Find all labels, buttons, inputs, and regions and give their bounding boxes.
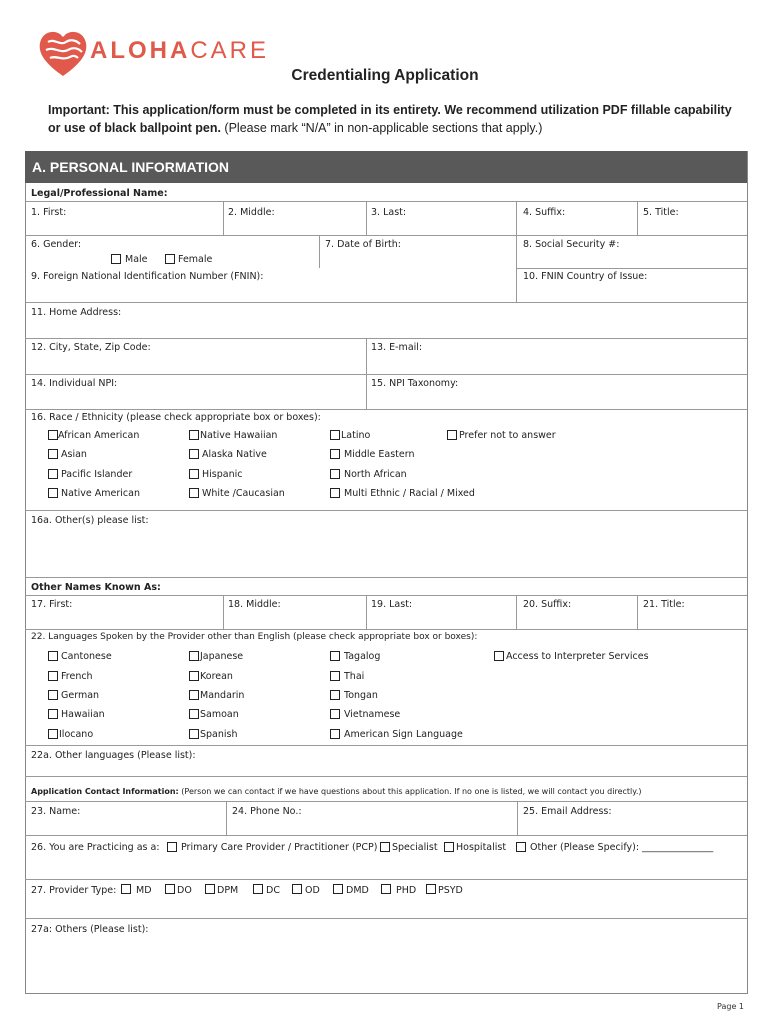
- practicing-option: Primary Care Provider / Practitioner (PCP): [181, 842, 378, 853]
- divider: [25, 338, 747, 339]
- divider: [516, 595, 517, 629]
- contact-phone-field[interactable]: 24. Phone No.:: [232, 806, 302, 817]
- divider: [637, 201, 638, 235]
- race-checkbox[interactable]: [48, 488, 58, 498]
- brand-name-part1: ALOHA: [90, 37, 191, 64]
- divider: [25, 201, 747, 202]
- contact-name-field[interactable]: 23. Name:: [31, 806, 81, 817]
- divider: [223, 201, 224, 235]
- race-option: Native American: [61, 488, 140, 499]
- divider: [226, 801, 227, 835]
- language-option: Cantonese: [61, 651, 112, 662]
- provider-type-checkbox[interactable]: [165, 884, 175, 894]
- language-checkbox[interactable]: [494, 651, 504, 661]
- provider-type-checkbox[interactable]: [121, 884, 131, 894]
- provider-type-option: DC: [266, 885, 280, 896]
- language-option: Spanish: [200, 729, 238, 740]
- race-option: Prefer not to answer: [459, 430, 556, 441]
- language-option: Tongan: [344, 690, 378, 701]
- divider: [25, 510, 747, 511]
- provider-type-label: 27. Provider Type:: [31, 885, 117, 896]
- provider-type-option: OD: [305, 885, 320, 896]
- brand-name-part2: CARE: [190, 37, 270, 64]
- divider: [517, 801, 518, 835]
- race-label: 16. Race / Ethnicity (please check appropriate box or boxes):: [31, 412, 321, 423]
- divider: [516, 268, 747, 269]
- divider: [25, 776, 747, 777]
- contact-label-bold: Application Contact Information:: [31, 787, 179, 796]
- language-option: Mandarin: [200, 690, 245, 701]
- provider-type-checkbox[interactable]: [426, 884, 436, 894]
- language-checkbox[interactable]: [189, 729, 199, 739]
- race-option: Multi Ethnic / Racial / Mixed: [344, 488, 475, 499]
- important-notice: [48, 101, 738, 137]
- race-checkbox[interactable]: [48, 469, 58, 479]
- other-last-field[interactable]: 19. Last:: [371, 599, 413, 610]
- provider-type-checkbox[interactable]: [205, 884, 215, 894]
- provider-type-checkbox[interactable]: [292, 884, 302, 894]
- language-option: German: [61, 690, 100, 701]
- race-checkbox[interactable]: [189, 449, 199, 459]
- npi-field[interactable]: 14. Individual NPI:: [31, 378, 118, 389]
- language-option: Access to Interpreter Services: [506, 651, 649, 662]
- divider: [25, 409, 747, 410]
- divider: [25, 595, 747, 596]
- divider: [25, 879, 747, 880]
- other-names-label: Other Names Known As:: [31, 582, 161, 593]
- language-checkbox[interactable]: [189, 671, 199, 681]
- language-checkbox[interactable]: [330, 729, 340, 739]
- race-option: African American: [58, 430, 140, 441]
- race-checkbox[interactable]: [330, 469, 340, 479]
- provider-type-option: DMD: [346, 885, 369, 896]
- home-address-field[interactable]: 11. Home Address:: [31, 307, 122, 318]
- language-option: Thai: [344, 671, 365, 682]
- language-option: French: [61, 671, 93, 682]
- divider: [319, 235, 320, 268]
- language-option: Samoan: [200, 709, 239, 720]
- practicing-option: Specialist: [392, 842, 438, 853]
- other-middle-field[interactable]: 18. Middle:: [228, 599, 281, 610]
- language-checkbox[interactable]: [189, 690, 199, 700]
- provider-type-option: MD: [136, 885, 152, 896]
- brand-name: [90, 37, 269, 65]
- important-bold-line1: Important: This application/form must be completed in its entirety. We recommend utilization PDF fillable capability: [48, 103, 732, 117]
- section-a-title: A. PERSONAL INFORMATION: [32, 159, 230, 175]
- divider: [25, 374, 747, 375]
- female-checkbox[interactable]: [165, 254, 175, 264]
- provider-type-checkbox[interactable]: [381, 884, 391, 894]
- middle-name-field[interactable]: 2. Middle:: [228, 207, 275, 218]
- language-checkbox[interactable]: [330, 690, 340, 700]
- male-checkbox[interactable]: [111, 254, 121, 264]
- provider-type-option: PSYD: [438, 885, 463, 896]
- divider: [25, 629, 747, 630]
- last-name-field[interactable]: 3. Last:: [371, 207, 407, 218]
- title-field[interactable]: 5. Title:: [643, 207, 679, 218]
- provider-type-option: DO: [177, 885, 192, 896]
- legal-name-label: Legal/Professional Name:: [31, 188, 168, 199]
- race-checkbox[interactable]: [48, 449, 58, 459]
- divider: [366, 338, 367, 409]
- language-checkbox[interactable]: [48, 729, 58, 739]
- language-checkbox[interactable]: [189, 651, 199, 661]
- language-checkbox[interactable]: [189, 709, 199, 719]
- race-checkbox[interactable]: [330, 430, 340, 440]
- female-label: Female: [178, 254, 213, 265]
- practicing-option: Other (Please Specify): _______________: [530, 842, 714, 853]
- divider: [25, 577, 747, 578]
- contact-label-normal: (Person we can contact if we have questions about this application. If no one is listed, we will contact you directly.): [178, 787, 642, 796]
- language-checkbox[interactable]: [330, 651, 340, 661]
- race-option: North African: [344, 469, 407, 480]
- practicing-label: 26. You are Practicing as a:: [31, 842, 160, 853]
- language-option: Japanese: [200, 651, 244, 662]
- race-checkbox[interactable]: [189, 488, 199, 498]
- gender-label: 6. Gender:: [31, 239, 82, 250]
- language-checkbox[interactable]: [48, 671, 58, 681]
- race-other-field[interactable]: 16a. Other(s) please list:: [31, 515, 149, 526]
- race-option: Pacific Islander: [61, 469, 133, 480]
- practicing-option: Hospitalist: [456, 842, 507, 853]
- race-option: Asian: [61, 449, 87, 460]
- language-option: Ilocano: [59, 729, 94, 740]
- language-checkbox[interactable]: [48, 690, 58, 700]
- other-title-field[interactable]: 21. Title:: [643, 599, 685, 610]
- city-state-zip-field[interactable]: 12. City, State, Zip Code:: [31, 342, 151, 353]
- npi-taxonomy-field[interactable]: 15. NPI Taxonomy:: [371, 378, 459, 389]
- race-option: Native Hawaiian: [200, 430, 278, 441]
- divider: [516, 201, 517, 302]
- other-first-field[interactable]: 17. First:: [31, 599, 73, 610]
- male-label: Male: [125, 254, 148, 265]
- divider: [366, 201, 367, 235]
- provider-other-field[interactable]: 27a: Others (Please list):: [31, 924, 149, 935]
- ssn-field[interactable]: 8. Social Security #:: [523, 239, 620, 250]
- languages-label: 22. Languages Spoken by the Provider other than English (please check appropriate box or boxes):: [31, 632, 478, 642]
- language-option: Korean: [200, 671, 233, 682]
- provider-type-checkbox[interactable]: [253, 884, 263, 894]
- race-checkbox[interactable]: [447, 430, 457, 440]
- divider: [25, 745, 747, 746]
- language-option: Hawaiian: [61, 709, 105, 720]
- race-checkbox[interactable]: [189, 469, 199, 479]
- language-checkbox[interactable]: [48, 709, 58, 719]
- language-option: American Sign Language: [344, 729, 463, 740]
- practicing-checkbox[interactable]: [444, 842, 454, 852]
- dob-field[interactable]: 7. Date of Birth:: [325, 239, 401, 250]
- language-checkbox[interactable]: [330, 709, 340, 719]
- provider-type-checkbox[interactable]: [333, 884, 343, 894]
- other-languages-field[interactable]: 22a. Other languages (Please list):: [31, 750, 196, 761]
- page-title: Credentialing Application: [291, 67, 479, 84]
- practicing-checkbox[interactable]: [167, 842, 177, 852]
- race-option: White /Caucasian: [202, 488, 285, 499]
- divider: [366, 595, 367, 629]
- divider: [637, 595, 638, 629]
- practicing-checkbox[interactable]: [380, 842, 390, 852]
- divider: [25, 235, 747, 236]
- race-option: Alaska Native: [202, 449, 267, 460]
- other-suffix-field[interactable]: 20. Suffix:: [523, 599, 572, 610]
- practicing-checkbox[interactable]: [516, 842, 526, 852]
- divider: [25, 801, 747, 802]
- contact-email-field[interactable]: 25. Email Address:: [523, 806, 612, 817]
- race-option: Middle Eastern: [344, 449, 415, 460]
- important-bold-line2: or use of black ballpoint pen.: [48, 121, 221, 135]
- section-a-header: [25, 151, 747, 183]
- race-checkbox[interactable]: [189, 430, 199, 440]
- important-normal-line2: (Please mark “N/A” in non-applicable sections that apply.): [220, 121, 543, 135]
- language-option: Vietnamese: [344, 709, 401, 720]
- language-checkbox[interactable]: [330, 671, 340, 681]
- divider: [223, 595, 224, 629]
- race-option: Latino: [341, 430, 371, 441]
- race-checkbox[interactable]: [330, 488, 340, 498]
- provider-type-option: DPM: [217, 885, 239, 896]
- suffix-field[interactable]: 4. Suffix:: [523, 207, 566, 218]
- contact-info-label: [31, 787, 642, 796]
- race-checkbox[interactable]: [330, 449, 340, 459]
- fnin-country-field[interactable]: 10. FNIN Country of Issue:: [523, 271, 648, 282]
- provider-type-option: PHD: [396, 885, 417, 896]
- divider: [25, 835, 747, 836]
- first-name-field[interactable]: 1. First:: [31, 207, 67, 218]
- race-checkbox[interactable]: [48, 430, 58, 440]
- language-option: Tagalog: [344, 651, 381, 662]
- language-checkbox[interactable]: [48, 651, 58, 661]
- page-number: Page 1: [717, 1002, 744, 1011]
- divider: [25, 302, 747, 303]
- fnin-field[interactable]: 9. Foreign National Identification Number (FNIN):: [31, 271, 264, 282]
- divider: [25, 918, 747, 919]
- email-field[interactable]: 13. E-mail:: [371, 342, 423, 353]
- race-option: Hispanic: [202, 469, 243, 480]
